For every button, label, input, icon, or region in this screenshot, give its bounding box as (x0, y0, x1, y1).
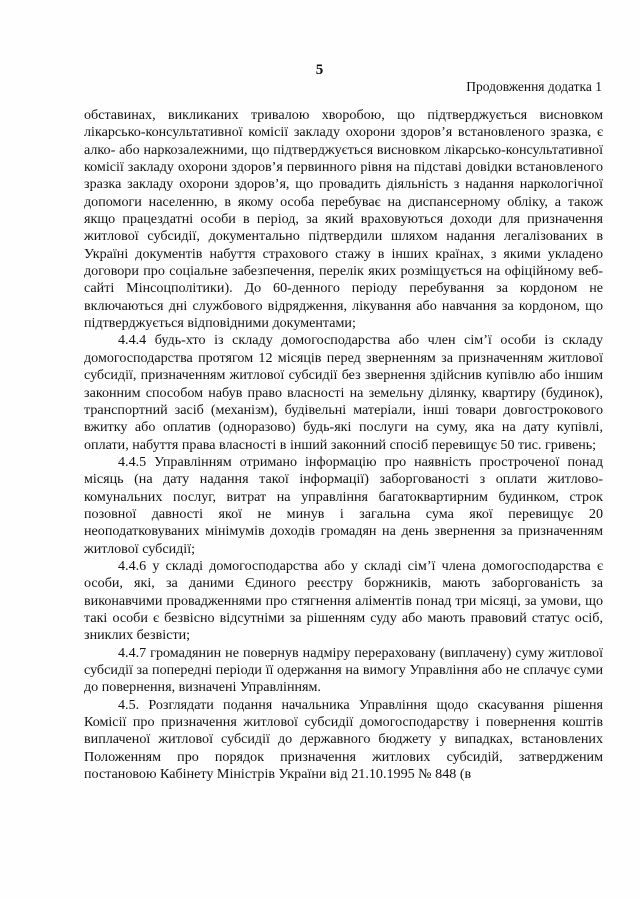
page-number: 5 (315, 62, 324, 78)
paragraph-4-4-7: 4.4.7 громадянин не повернув надміру перераховану (виплачену) суму житлової субсидії за попередні періоди її одержання на вимогу Управління або не сплачує суми до повернення, визначені Управлінням. (84, 644, 603, 696)
paragraph-4-4-6: 4.4.6 у складі домогосподарства або у складі сім’ї члена домогосподарства є особи, які, за даними Єдиного реєстру боржників, мають заборгованість за виконавчими провадженнями про стягнення аліментів понад три місяці, за умови, що такі особи є безвісно відсутніми за рішенням суду або мають правовий статус осіб, зниклих безвісти; (84, 557, 603, 644)
paragraph-4-4-4: 4.4.4 будь-хто із складу домогосподарства або член сім’ї особи із складу домогосподарства протягом 12 місяців перед зверненням за призначенням житлової субсидії, призначенням житлової субсидії без звернення здійснив купівлю або іншим законним способом набув право власності на земельну ділянку, квартиру (будинок), транспортний засіб (механізм), будівельні матеріали, інші товари довгострокового вжитку або оплатив (одноразово) будь-які послуги на суму, яка на дату купівлі, оплати, набуття права власності в інший законний спосіб перевищує 50 тис. гривень; (84, 332, 603, 453)
paragraph-4-5: 4.5. Розглядати подання начальника Управління щодо скасування рішення Комісії про призначення житлової субсидії домогосподарству і повернення коштів виплаченої житлової субсидії до державного бюджету у випадках, встановлених Положенням про порядок призначення житлових субсидій, затвердженим постановою Кабінету Міністрів України від 21.10.1995 № 848 (в (84, 696, 603, 783)
paragraph-4-4-5: 4.4.5 Управлінням отримано інформацію про наявність простроченої понад місяць (на дату надання такої інформації) заборгованості з оплати житлово-комунальних послуг, витрат на управління багатоквартирним будинком, строк позовної давності якої не минув і загальна сума якої перевищує 20 неоподатковуваних мінімумів доходів громадян на день звернення за призначенням житлової субсидії; (84, 453, 603, 557)
paragraph-continued: обставинах, викликаних тривалою хворобою, що підтверджується висновком лікарсько-консультативної комісії закладу охорони здоров’я встановленого зразка, є алко- або наркозалежними, що підтверджується висновком лікарсько-консультативної комісії закладу охорони здоров’я первинного рівня на підставі довідки встановленого зразка закладу охорони здоров’я, що провадить діяльність з надання наркологічної допомоги населенню, в якому особа перебуває на диспансерному обліку, а також якщо працездатні особи в період, за який враховуються доходи для призначення житлової субсидії, документально підтвердили шляхом надання легалізованих в Україні документів набуття страхового стажу в інших країнах, з якими укладено договори про соціальне забезпечення, перелік яких розміщується на офіційному веб-сайті Мінсоцполітики). До 60-денного періоду перебування за кордоном не включаються дні службового відрядження, лікування або навчання за кордоном, що підтверджується відповідними документами; (84, 107, 603, 332)
appendix-continuation-note: Продовження додатка 1 (466, 79, 602, 94)
body-text (84, 107, 603, 783)
